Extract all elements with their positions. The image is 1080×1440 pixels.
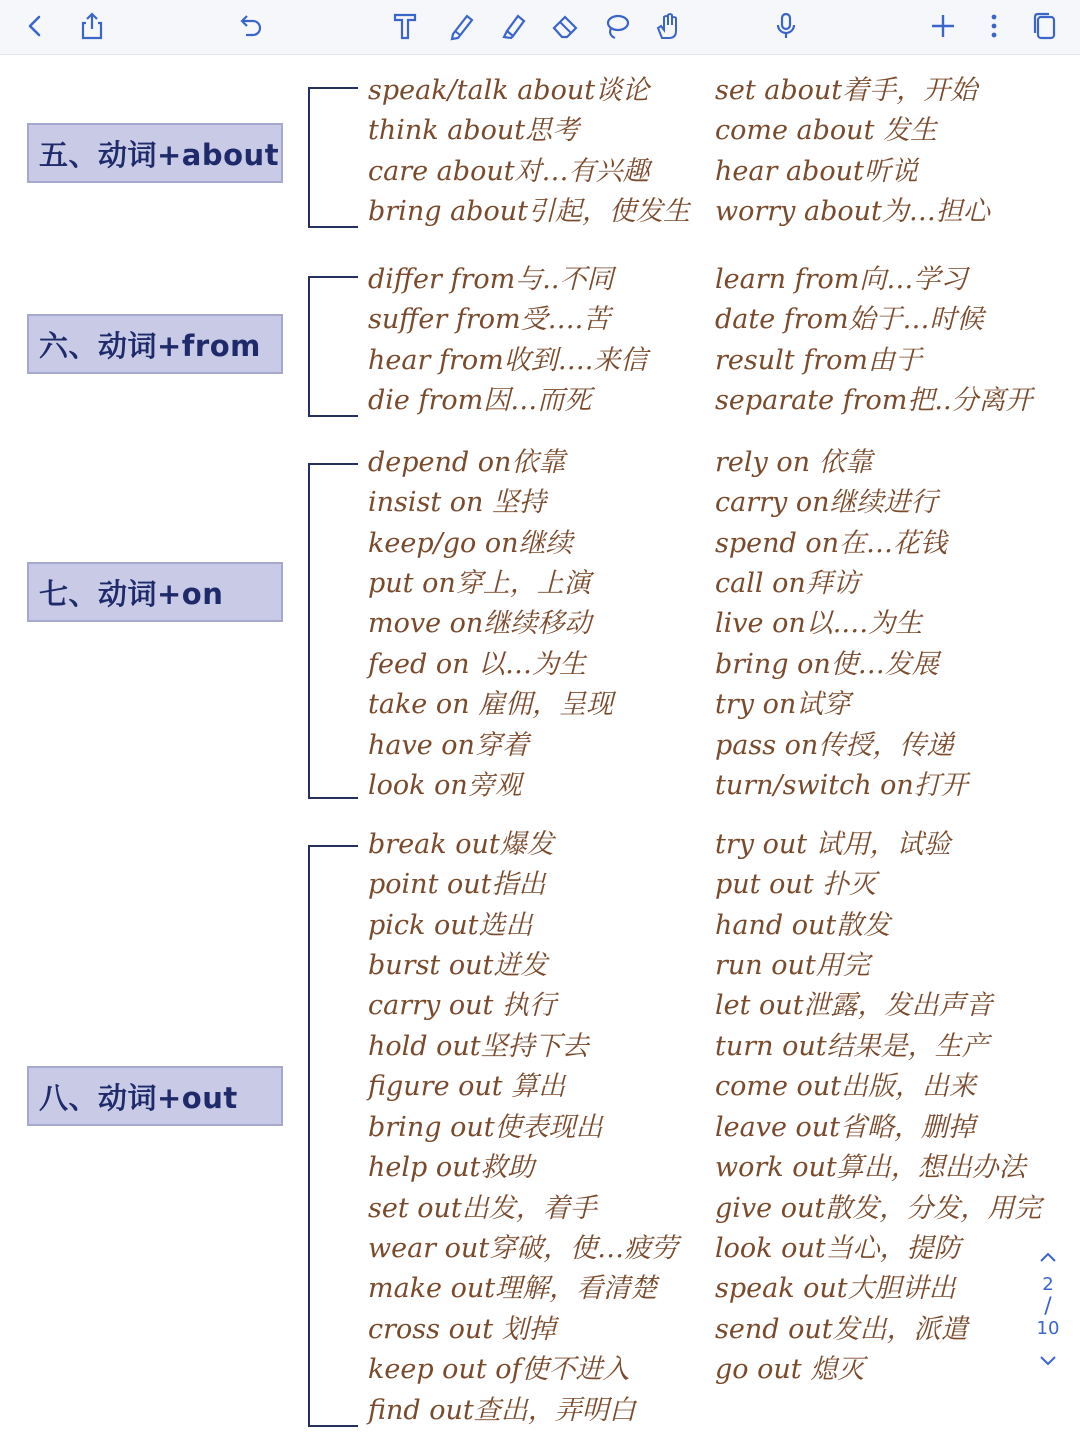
page-separator: / <box>1044 1294 1052 1319</box>
phrase-entry: find out查出，弄明白 <box>368 1395 636 1426</box>
phrase-entry: send out发出，派遣 <box>715 1314 968 1345</box>
section-bracket <box>308 87 358 228</box>
phrase-entry: feed on 以…为生 <box>368 649 587 680</box>
phrase-entry: learn from向…学习 <box>715 264 968 295</box>
phrase-entry: hand out散发 <box>715 910 891 941</box>
phrase-entry: think about思考 <box>368 115 580 146</box>
phrase-entry: run out用完 <box>715 950 870 981</box>
phrase-entry: hear from收到….来信 <box>368 345 648 376</box>
phrase-entry: have on穿着 <box>368 730 529 761</box>
microphone-icon[interactable] <box>764 6 808 46</box>
back-icon[interactable] <box>13 6 57 46</box>
phrase-entry: put out 扑灭 <box>715 869 877 900</box>
phrase-entry: leave out省略，删掉 <box>715 1112 976 1143</box>
eraser-icon[interactable] <box>543 6 587 46</box>
phrase-entry: live on以.…为生 <box>715 608 923 639</box>
lasso-icon[interactable] <box>595 6 639 46</box>
phrase-entry: point out指出 <box>368 869 546 900</box>
phrase-entry: suffer from受….苦 <box>368 304 611 335</box>
add-icon[interactable] <box>921 6 965 46</box>
phrase-entry: rely on 依靠 <box>715 447 873 478</box>
note-page[interactable] <box>0 55 1080 1440</box>
chevron-down-icon[interactable] <box>1028 1349 1068 1379</box>
phrase-entry: hear about听说 <box>715 156 918 187</box>
phrase-entry: try out 试用，试验 <box>715 829 951 860</box>
phrase-entry: hold out坚持下去 <box>368 1031 589 1062</box>
phrase-entry: speak/talk about谈论 <box>368 75 650 106</box>
phrase-entry: turn/switch on打开 <box>715 770 968 801</box>
phrase-entry: result from由于 <box>715 345 922 376</box>
toolbar <box>0 0 1080 55</box>
phrase-entry: keep/go on继续 <box>368 528 573 559</box>
phrase-entry: work out算出，想出办法 <box>715 1152 1026 1183</box>
phrase-entry: cross out 划掉 <box>368 1314 556 1345</box>
phrase-entry: set about着手，开始 <box>715 75 978 106</box>
phrase-entry: bring out使表现出 <box>368 1112 603 1143</box>
phrase-entry: carry out 执行 <box>368 990 556 1021</box>
section-bracket <box>308 845 358 1427</box>
phrase-entry: die from因…而死 <box>368 385 592 416</box>
phrase-entry: pass on传授，传递 <box>715 730 954 761</box>
phrase-entry: let out泄露，发出声音 <box>715 990 993 1021</box>
pen-icon[interactable] <box>439 6 483 46</box>
phrase-entry: take on 雇佣，呈现 <box>368 689 614 720</box>
phrase-entry: burst out迸发 <box>368 950 548 981</box>
phrase-entry: speak out大胆讲出 <box>715 1273 956 1304</box>
more-icon[interactable] <box>972 6 1016 46</box>
undo-icon[interactable] <box>227 6 271 46</box>
phrase-entry: look on旁观 <box>368 770 522 801</box>
text-tool-icon[interactable] <box>383 6 427 46</box>
phrase-entry: look out当心，提防 <box>715 1233 961 1264</box>
section-heading-about: 五、动词+about <box>27 123 283 183</box>
phrase-entry: go out 熄灭 <box>715 1354 865 1385</box>
total-page-count: 10 <box>1036 1318 1060 1339</box>
phrase-entry: date from始于…时候 <box>715 304 984 335</box>
phrase-entry: differ from与..不同 <box>368 264 614 295</box>
phrase-entry: carry on继续进行 <box>715 487 938 518</box>
phrase-entry: call on拜访 <box>715 568 860 599</box>
phrase-entry: come out出版，出来 <box>715 1071 977 1102</box>
share-icon[interactable] <box>70 6 114 46</box>
section-bracket <box>308 463 358 799</box>
phrase-entry: set out出发，着手 <box>368 1193 597 1224</box>
phrase-entry: keep out of使不进入 <box>368 1354 630 1385</box>
section-bracket <box>308 276 358 417</box>
phrase-entry: bring about引起，使发生 <box>368 196 690 227</box>
phrase-entry: separate from把..分离开 <box>715 385 1033 416</box>
highlighter-icon[interactable] <box>491 6 535 46</box>
phrase-entry: worry about为…担心 <box>715 196 990 227</box>
phrase-entry: make out理解，看清楚 <box>368 1273 658 1304</box>
phrase-entry: break out爆发 <box>368 829 554 860</box>
phrase-entry: help out救助 <box>368 1152 535 1183</box>
hand-icon[interactable] <box>645 6 689 46</box>
phrase-entry: bring on使…发展 <box>715 649 939 680</box>
phrase-entry: wear out穿破，使…疲劳 <box>368 1233 679 1264</box>
phrase-entry: pick out选出 <box>368 910 533 941</box>
phrase-entry: come about 发生 <box>715 115 937 146</box>
section-heading-from: 六、动词+from <box>27 314 283 374</box>
phrase-entry: try on试穿 <box>715 689 851 720</box>
pages-icon[interactable] <box>1022 6 1066 46</box>
section-heading-on: 七、动词+on <box>27 562 283 622</box>
current-page-number: 2 <box>1042 1274 1054 1295</box>
phrase-entry: care about对…有兴趣 <box>368 156 650 187</box>
phrase-entry: give out散发，分发，用完 <box>715 1193 1042 1224</box>
section-heading-out: 八、动词+out <box>27 1066 283 1126</box>
phrase-entry: turn out结果是，生产 <box>715 1031 989 1062</box>
phrase-entry: move on继续移动 <box>368 608 592 639</box>
phrase-entry: spend on在…花钱 <box>715 528 948 559</box>
chevron-up-icon[interactable] <box>1028 1245 1068 1275</box>
phrase-entry: figure out 算出 <box>368 1071 566 1102</box>
phrase-entry: put on穿上，上演 <box>368 568 591 599</box>
phrase-entry: insist on 坚持 <box>368 487 547 518</box>
phrase-entry: depend on依靠 <box>368 447 566 478</box>
page-indicator <box>1028 1245 1068 1405</box>
